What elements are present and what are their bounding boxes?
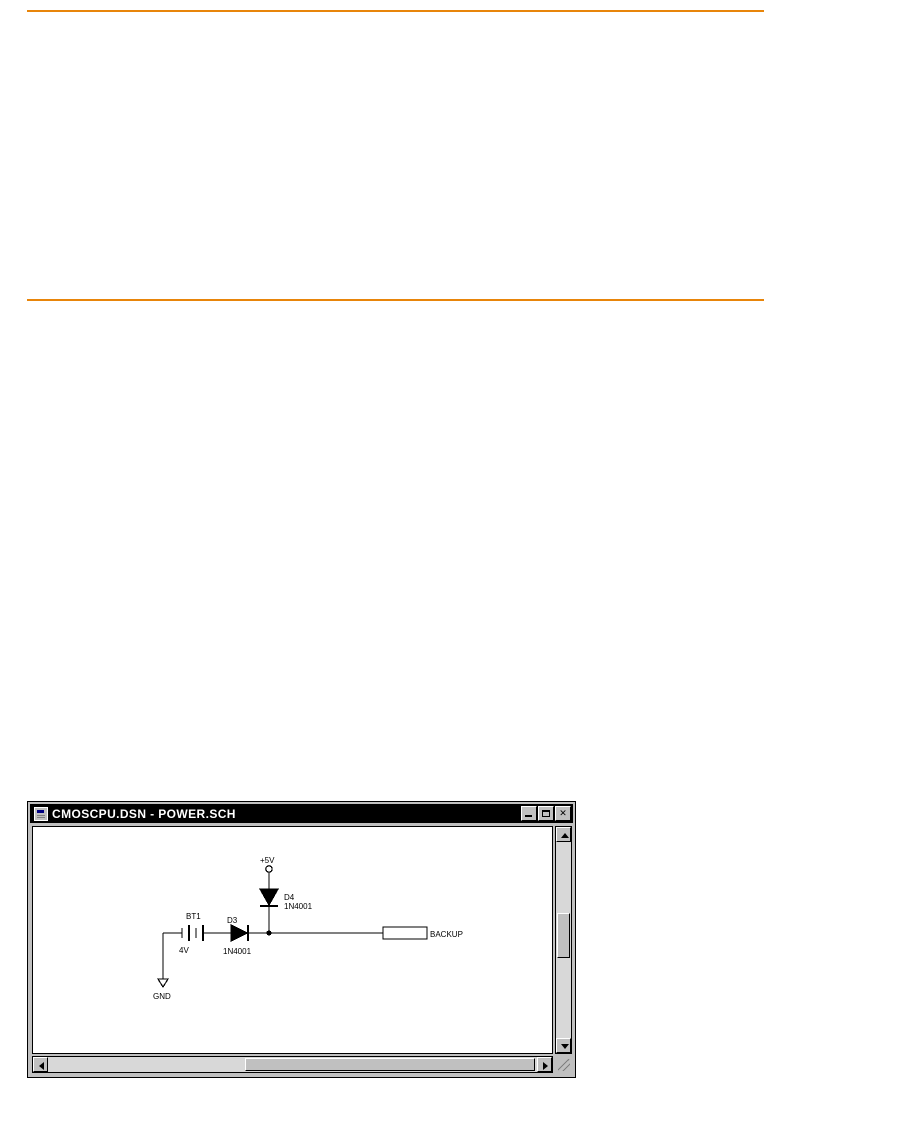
vertical-scroll-thumb[interactable] (557, 913, 570, 958)
schematic-canvas[interactable] (32, 826, 553, 1054)
resize-grip[interactable] (555, 1056, 572, 1073)
label-ground: GND (153, 992, 171, 1001)
scroll-down-button[interactable] (556, 1038, 571, 1053)
window-titlebar[interactable] (30, 804, 573, 823)
label-d4-ref: D4 (284, 893, 295, 902)
top-divider-rule (27, 10, 764, 12)
window-title: CMOSCPU.DSN - POWER.SCH (52, 806, 236, 821)
scroll-right-button[interactable] (537, 1057, 552, 1072)
maximize-button[interactable] (538, 806, 554, 821)
schematic-drawing (33, 827, 552, 1053)
close-button[interactable]: ✕ (555, 806, 571, 821)
vertical-scrollbar[interactable] (555, 826, 572, 1054)
label-d4-value: 1N4001 (284, 902, 313, 911)
label-backup-net: BACKUP (430, 930, 463, 939)
scroll-left-button[interactable] (33, 1057, 48, 1072)
label-d3-ref: D3 (227, 916, 238, 925)
chevron-left-icon (39, 1062, 44, 1070)
scroll-up-button[interactable] (556, 827, 571, 842)
label-d3-value: 1N4001 (223, 947, 252, 956)
mid-divider-rule (27, 299, 764, 301)
label-bt1-value: 4V (179, 946, 189, 955)
chevron-right-icon (543, 1062, 548, 1070)
horizontal-scrollbar[interactable] (32, 1056, 553, 1073)
window-client-area (32, 826, 572, 1073)
chevron-down-icon (561, 1044, 569, 1049)
label-bt1-ref: BT1 (186, 912, 201, 921)
schematic-document-icon (34, 807, 48, 821)
label-supply: +5V (260, 856, 275, 865)
chevron-up-icon (561, 833, 569, 838)
window-buttons[interactable] (521, 806, 571, 821)
schematic-window[interactable] (27, 801, 576, 1078)
horizontal-scroll-thumb[interactable] (245, 1058, 535, 1071)
minimize-button[interactable] (521, 806, 537, 821)
